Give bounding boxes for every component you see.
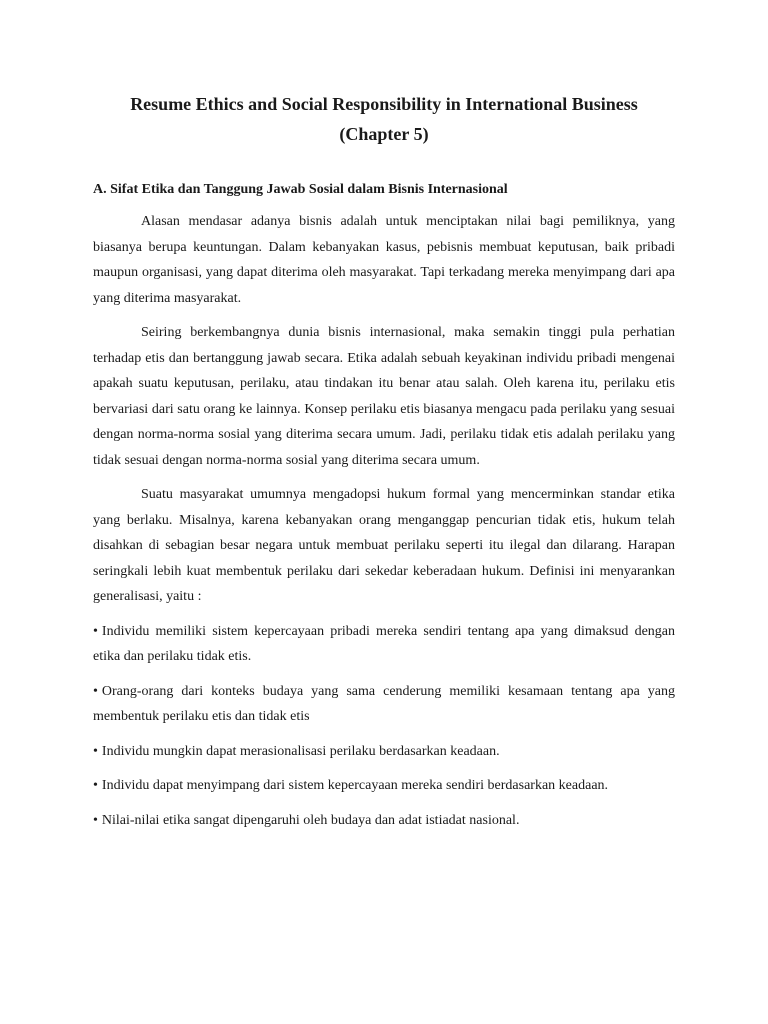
document-page (93, 92, 675, 833)
bullet-item-2 (93, 679, 675, 730)
bullet-text-2: Orang-orang dari konteks budaya yang sama cenderung memiliki kesamaan tentang apa yang membentuk perilaku etis dan tidak etis (93, 683, 675, 724)
bullet-symbol: • (93, 683, 98, 699)
paragraph-3: Suatu masyarakat umumnya mengadopsi hukum formal yang mencerminkan standar etika yang berlaku. Misalnya, karena kebanyakan orang menganggap pencurian tidak etis, hukum telah disahkan di sebagian besar negara untuk membuat perilaku seperti itu ilegal dan dilarang. Harapan seringkali lebih kuat membentuk perilaku dari sekedar keberadaan hukum. Definisi ini menyarankan generalisasi, yaitu : (93, 487, 675, 604)
chapter-label: (Chapter 5) (339, 124, 429, 144)
bullet-symbol: • (93, 743, 98, 759)
section-heading: A. Sifat Etika dan Tanggung Jawab Sosial dalam Bisnis Internasional (93, 182, 508, 197)
bullet-symbol: • (93, 623, 98, 639)
bullet-item-1 (93, 619, 675, 670)
bullet-text-3: Individu mungkin dapat merasionalisasi perilaku berdasarkan keadaan. (101, 743, 500, 759)
paragraph-1: Alasan mendasar adanya bisnis adalah untuk menciptakan nilai bagi pemiliknya, yang biasanya berupa keuntungan. Dalam kebanyakan kasus, pebisnis membuat keputusan, baik pribadi maupun organisasi, yang dapat diterima oleh masyarakat. Tapi terkadang mereka menyimpang dari apa yang diterima masyarakat. (93, 214, 675, 306)
bullet-text-5: Nilai-nilai etika sangat dipengaruhi oleh budaya dan adat istiadat nasional. (101, 812, 520, 828)
bullet-item-5 (93, 808, 675, 834)
bullet-text-1: Individu memiliki sistem kepercayaan pribadi mereka sendiri tentang apa yang dimaksud dengan etika dan perilaku tidak etis. (93, 623, 675, 664)
bullet-text-4: Individu dapat menyimpang dari sistem kepercayaan mereka sendiri berdasarkan keadaan. (101, 778, 609, 793)
bullet-symbol: • (93, 778, 98, 793)
paragraph-2: Seiring berkembangnya dunia bisnis internasional, maka semakin tinggi pula perhatian terhadap etis dan bertanggung jawab secara. Etika adalah sebuah keyakinan individu pribadi mengenai apakah suatu keputusan, perilaku, atau tindakan itu benar atau salah. Oleh karena itu, perilaku etis bervariasi dari satu orang ke lainnya. Konsep perilaku etis biasanya mengacu pada perilaku yang sesuai dengan norma-norma sosial yang diterima secara umum. Jadi, perilaku tidak etis adalah perilaku yang tidak sesuai dengan norma-norma sosial yang diterima secara umum. (93, 325, 675, 468)
bullet-symbol: • (93, 812, 98, 828)
bullet-item-3 (93, 739, 675, 765)
bullet-item-4 (93, 773, 675, 799)
document-title: Resume Ethics and Social Responsibility in International Business (130, 94, 638, 114)
